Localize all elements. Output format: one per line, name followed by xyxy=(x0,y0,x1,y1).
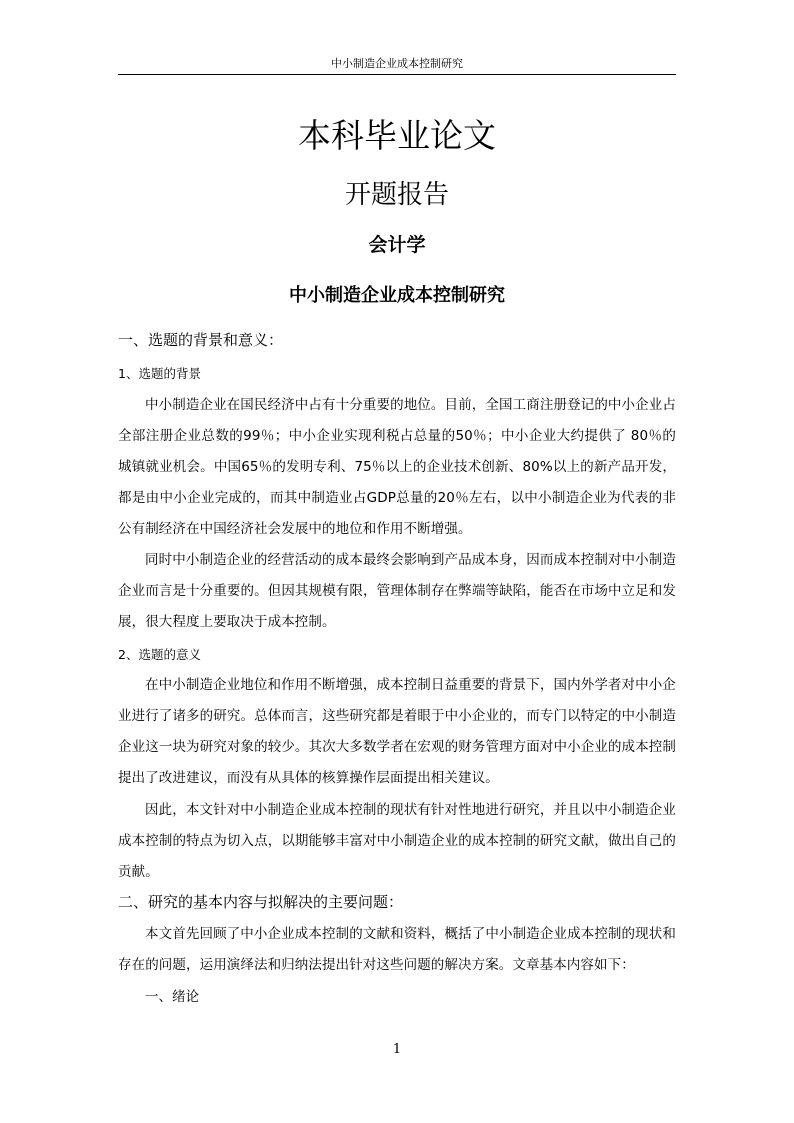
sub-title: 开题报告 xyxy=(344,180,449,210)
subsection-heading-significance: 2、选题的意义 xyxy=(118,647,201,662)
paragraph-background-2: 同时中小制造企业的经营活动的成本最终会影响到产品成本身，因而成本控制对中小制造企业而言是十分重要的。但因其规模有限，管理体制存在弊端等缺陷，能否在市场中立足和发展，很大程度上要取决于成本控制。 xyxy=(118,552,676,630)
content-item-intro: 一、绪论 xyxy=(145,989,199,1005)
running-header: 中小制造企业成本控制研究 xyxy=(331,57,463,70)
subsection-heading-background: 1、选题的背景 xyxy=(118,366,201,381)
header-rule xyxy=(118,74,676,75)
main-title: 本科毕业论文 xyxy=(298,116,496,155)
page-number: 1 xyxy=(392,1042,402,1057)
paragraph-significance-1: 在中小制造企业地位和作用不断增强，成本控制日益重要的背景下，国内外学者对中小企业进行了诸多的研究。总体而言，这些研究都是着眼于中小企业的，而专门以特定的中小制造企业这一块为研究对象的较少。其次大多数学者在宏观的财务管理方面对中小企业的成本控制提出了改进建议，而没有从具体的核算操作层面提出相关建议。 xyxy=(118,677,676,786)
paragraph-significance-2: 因此，本文针对中小制造企业成本控制的现状有针对性地进行研究，并且以中小制造企业成本控制的特点为切入点，以期能够丰富对中小制造企业的成本控制的研究文献，做出自己的贡献。 xyxy=(118,802,676,880)
paragraph-content-1: 本文首先回顾了中小企业成本控制的文献和资料，概括了中小制造企业成本控制的现状和存在的问题，运用演绎法和归纳法提出针对这些问题的解决方案。文章基本内容如下： xyxy=(118,926,676,973)
section-heading-1: 一、选题的背景和意义： xyxy=(118,331,284,349)
section-heading-2: 二、研究的基本内容与拟解决的主要问题： xyxy=(118,893,404,911)
thesis-title: 中小制造企业成本控制研究 xyxy=(289,285,505,306)
major-title: 会计学 xyxy=(368,234,426,256)
paragraph-background-1: 中小制造企业在国民经济中占有十分重要的地位。目前，全国工商注册登记的中小企业占全部注册企业总数的99％；中小企业实现利税占总量的50％；中小企业大约提供了 80％的城镇就业机会。中国65％的发明专利、75％以上的企业技术创新、80%以上的新产品开发，都是由中小企业完成的，而其中制造业占GDP总量的20％左右，以中小制造企业为代表的非公有制经济在中国经济社会发展中的地位和作用不断增强。 xyxy=(118,397,676,537)
